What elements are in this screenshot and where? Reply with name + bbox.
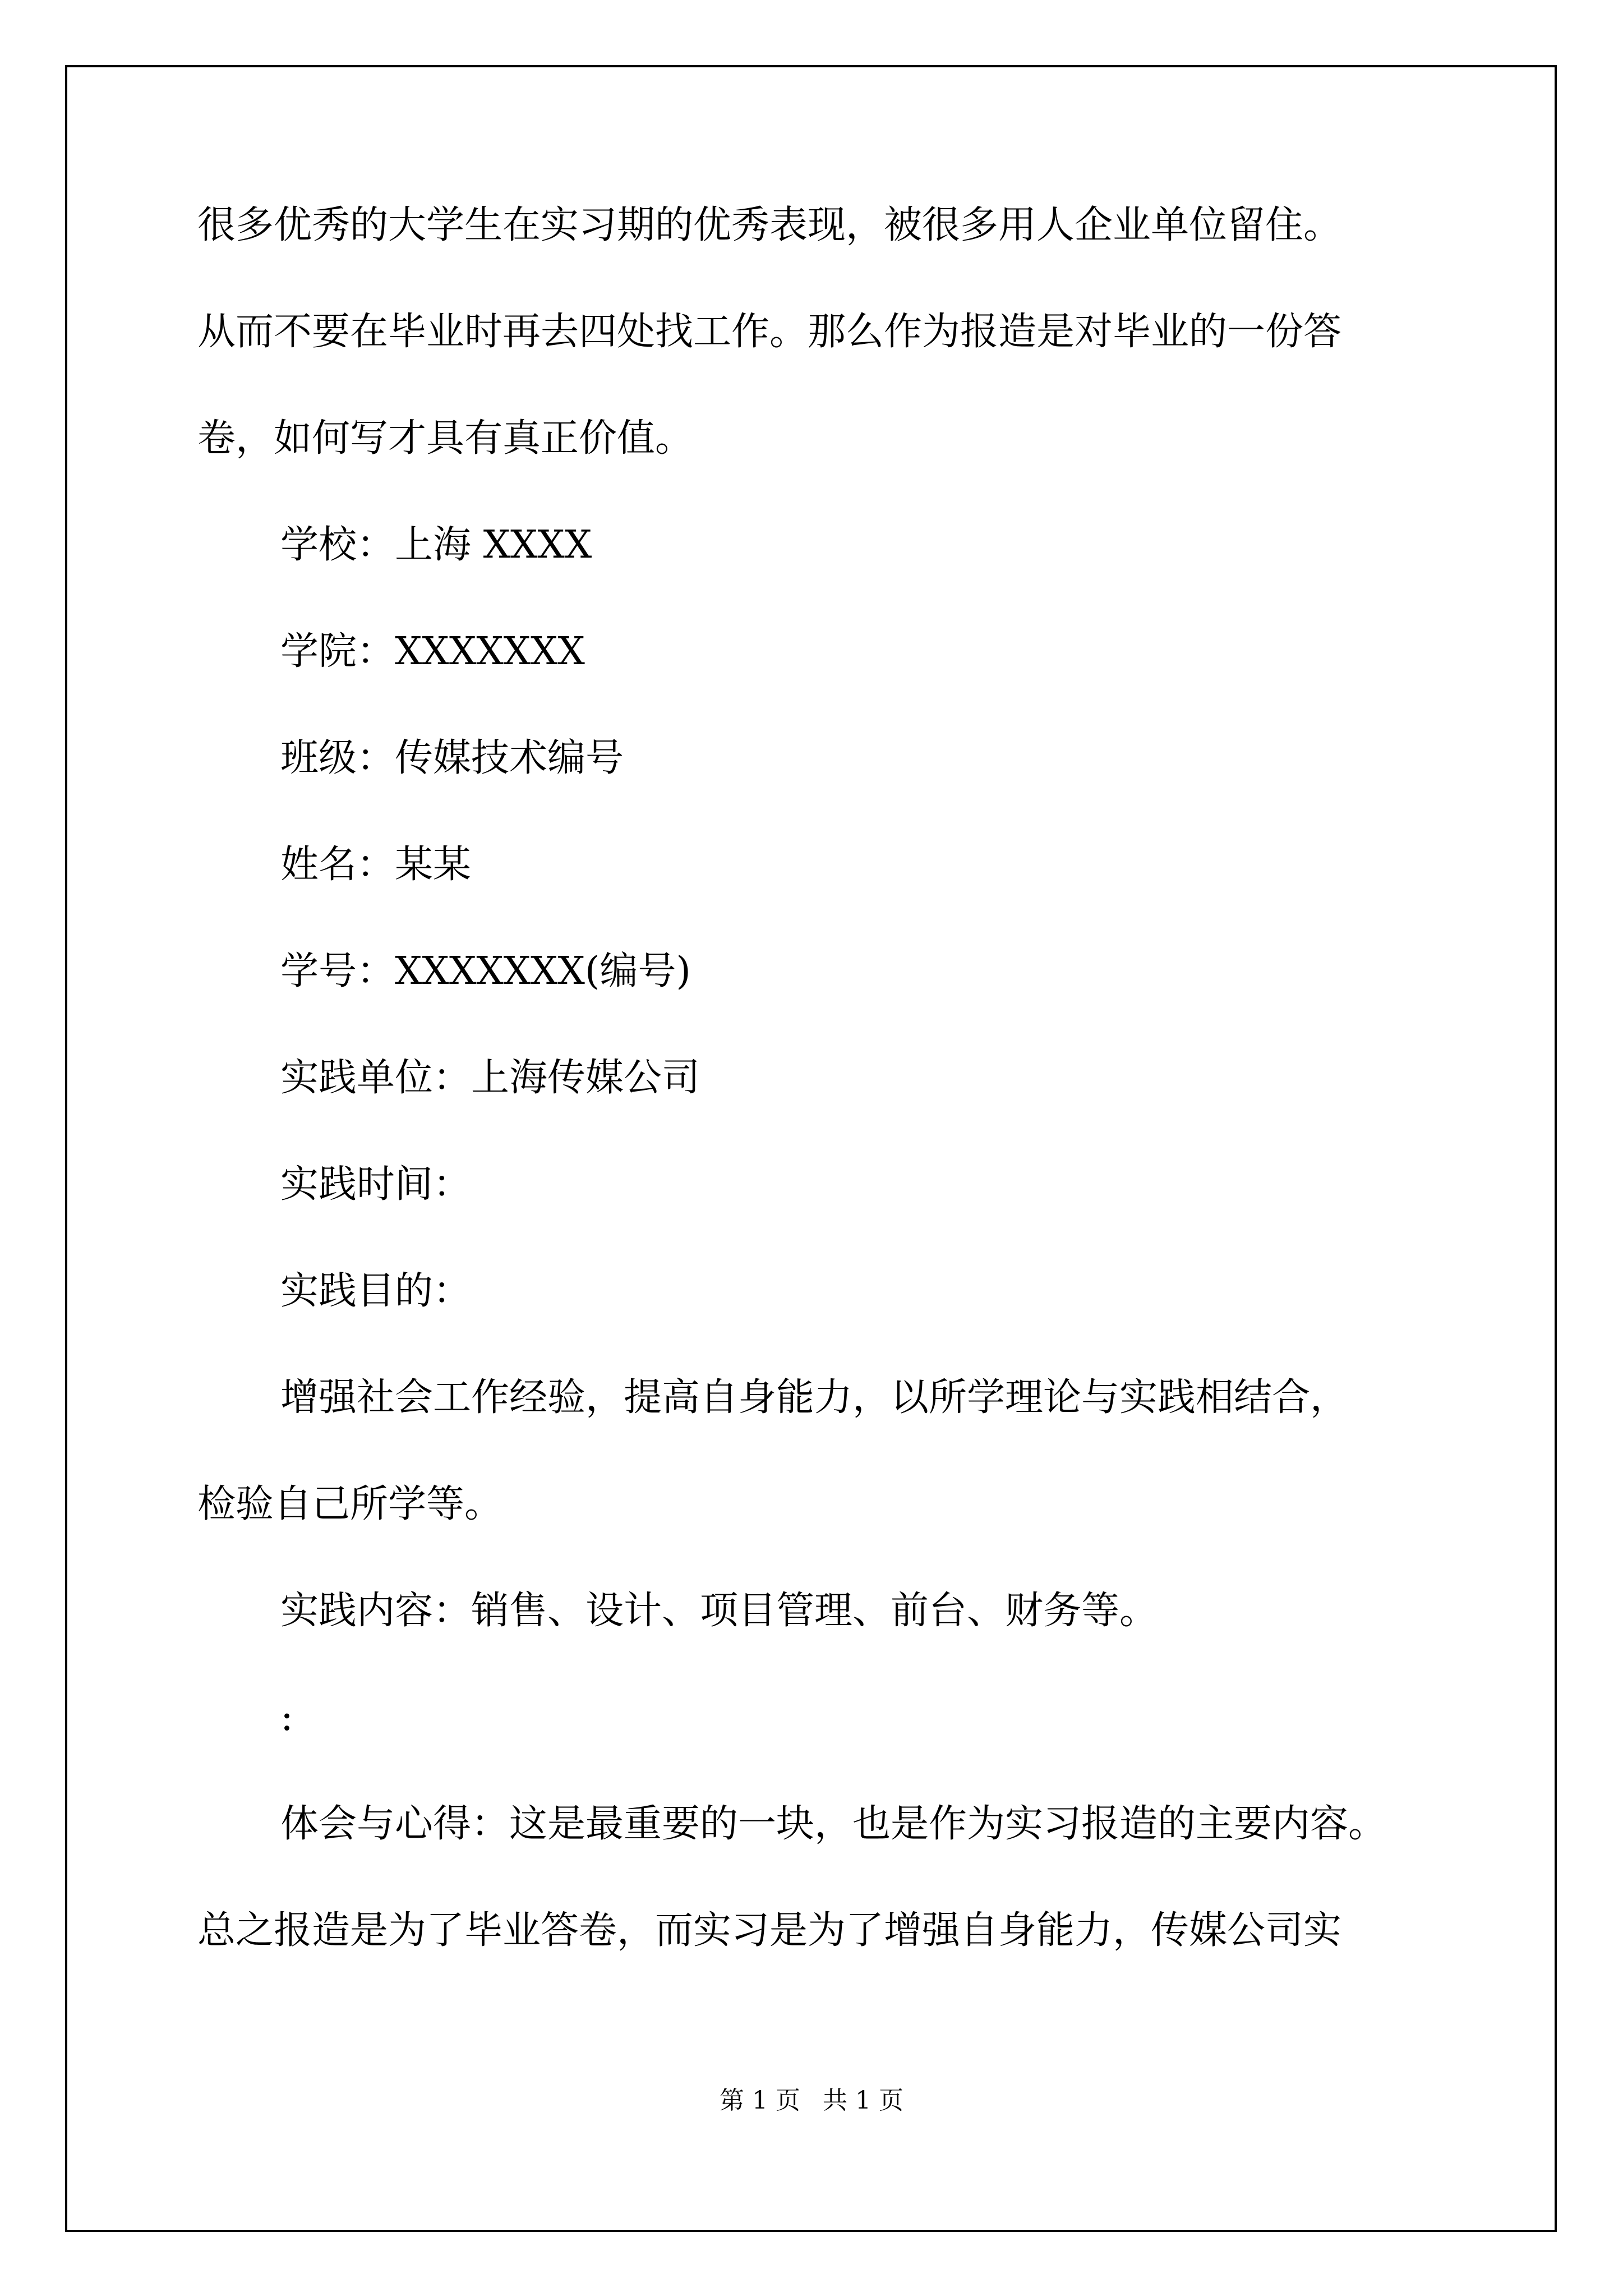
- paragraph-line: 总之报造是为了毕业答卷，而实习是为了增强自身能力，传媒公司实: [197, 1908, 1342, 1953]
- name-field: 姓名：某某: [280, 843, 472, 887]
- page-number: 第 1 页: [720, 2086, 800, 2115]
- paragraph-line: 很多优秀的大学生在实习期的优秀表现，被很多用人企业单位留住。: [197, 203, 1342, 247]
- college-field: 学院：XXXXXXX: [280, 629, 585, 674]
- colon-line: :: [280, 1695, 293, 1740]
- paragraph-line: 从而不要在毕业时再去四处找工作。那么作为报造是对毕业的一份答: [197, 310, 1342, 354]
- student-id-field: 学号：XXXXXXX(编号): [280, 949, 691, 993]
- paragraph-line: 体会与心得：这是最重要的一块，也是作为实习报造的主要内容。: [280, 1802, 1387, 1846]
- page-total: 共 1 页: [823, 2086, 903, 2115]
- paragraph-line: 检验自己所学等。: [197, 1482, 503, 1526]
- practice-purpose-field: 实践目的：: [280, 1269, 472, 1313]
- practice-content-field: 实践内容：销售、设计、项目管理、前台、财务等。: [280, 1589, 1158, 1633]
- practice-unit-field: 实践单位：上海传媒公司: [280, 1056, 700, 1100]
- class-field: 班级：传媒技术编号: [280, 736, 624, 780]
- page-border: [65, 65, 1557, 2232]
- page-footer: [0, 2084, 1623, 2118]
- school-field: 学校：上海 XXXX: [280, 523, 592, 567]
- paragraph-line: 增强社会工作经验，提高自身能力，以所学理论与实践相结合，: [280, 1375, 1349, 1420]
- practice-time-field: 实践时间：: [280, 1162, 472, 1207]
- paragraph-line: 卷，如何写才具有真正价值。: [197, 416, 694, 461]
